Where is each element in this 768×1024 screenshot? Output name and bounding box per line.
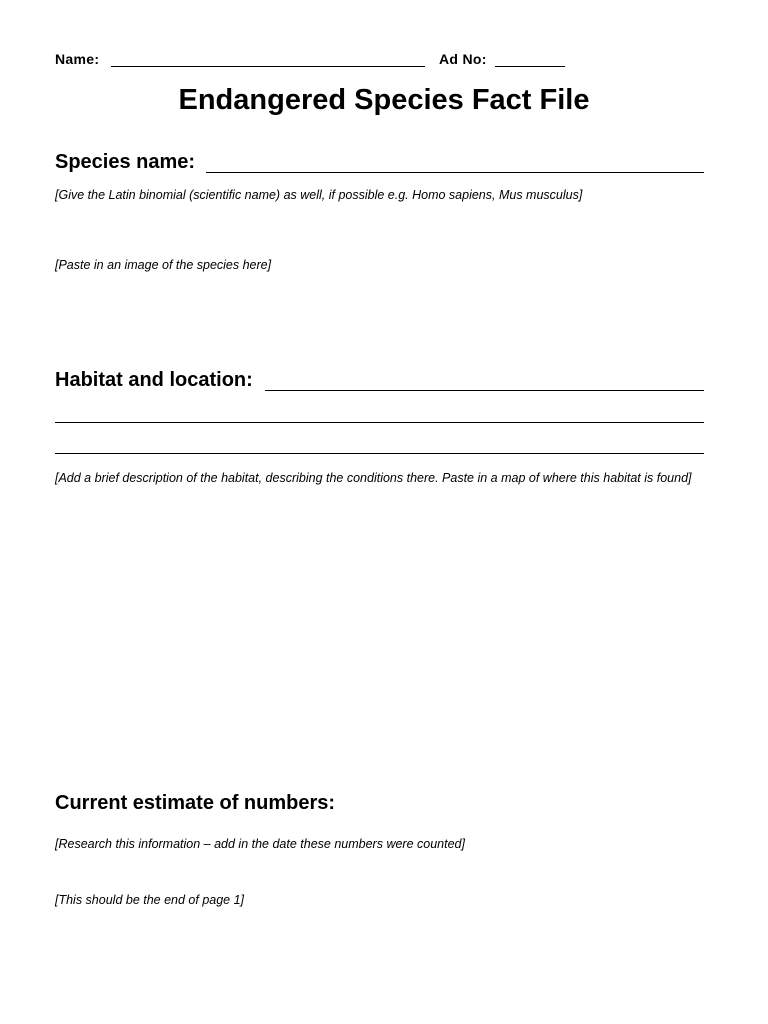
species-latin-hint: [Give the Latin binomial (scientific name) as well, if possible e.g. Homo sapiens, Mus musculus] bbox=[55, 188, 583, 202]
adno-field-line[interactable] bbox=[495, 66, 565, 67]
page-title: Endangered Species Fact File bbox=[178, 84, 590, 116]
habitat-field-line-2[interactable] bbox=[55, 422, 704, 423]
species-name-heading: Species name: bbox=[55, 151, 196, 173]
habitat-field-line-1[interactable] bbox=[265, 390, 704, 391]
habitat-field-line-3[interactable] bbox=[55, 453, 704, 454]
habitat-heading: Habitat and location: bbox=[55, 369, 253, 391]
numbers-hint: [Research this information – add in the date these numbers were counted] bbox=[55, 837, 465, 851]
species-name-field-line[interactable] bbox=[206, 172, 704, 173]
numbers-heading: Current estimate of numbers: bbox=[55, 792, 336, 814]
adno-label: Ad No: bbox=[439, 51, 487, 67]
end-of-page-note: [This should be the end of page 1] bbox=[55, 893, 245, 907]
habitat-hint: [Add a brief description of the habitat, describing the conditions there. Paste in a map of where this habitat is found] bbox=[55, 471, 692, 485]
species-image-hint: [Paste in an image of the species here] bbox=[55, 258, 272, 272]
name-field-line[interactable] bbox=[111, 66, 425, 67]
name-label: Name: bbox=[55, 51, 100, 67]
